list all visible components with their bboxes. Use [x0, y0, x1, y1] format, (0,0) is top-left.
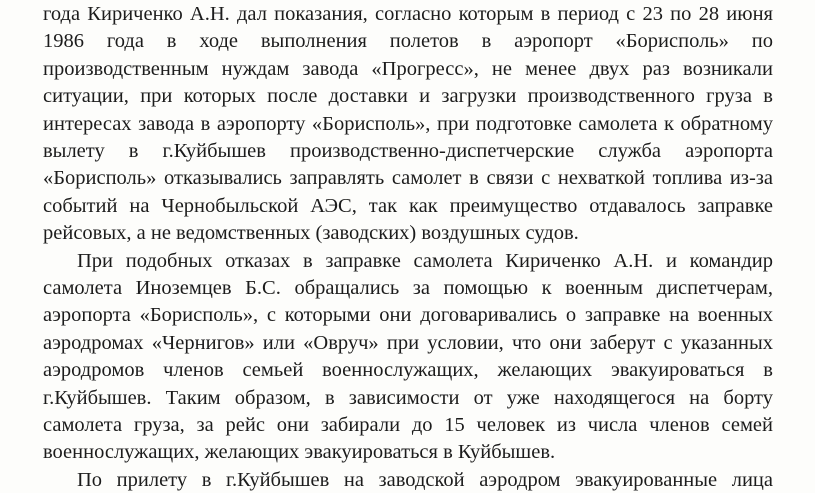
text-line: «Борисполь» отказывались заправлять самолет в связи с нехваткой топлива из-за: [43, 167, 773, 190]
text-line: аэродромах «Чернигов» или «Овруч» при условии, что они заберут с указанных: [43, 331, 773, 354]
text-line: интересах завода в аэропорту «Борисполь», при подготовке самолета к обратному: [43, 112, 773, 135]
text-line: вылету в г.Куйбышев производственно-диспетчерские служба аэропорта: [43, 140, 773, 162]
text-line: ситуации, при которых после доставки и загрузки производственного груза в: [43, 85, 773, 108]
text-line: года Кириченко А.Н. дал показания, согласно которым в период с 23 по 28 июня: [43, 3, 773, 25]
text-line: аэродромов членов семьей военнослужащих, желающих эвакуироваться в: [43, 359, 773, 382]
text-line: самолета Иноземцев Б.С. обращались за помощью к военным диспетчерам,: [43, 277, 773, 299]
text-line: рейсовых, а не ведомственных (заводских) воздушных судов.: [43, 222, 579, 245]
text-line: военнослужащих, желающих эвакуироваться в Куйбышев.: [43, 441, 556, 464]
text-line: г.Куйбышев. Таким образом, в зависимости от уже находящегося на борту: [43, 386, 773, 409]
text-line: аэропорта «Борисполь», с которыми они договаривались о заправке на военных: [43, 304, 773, 327]
text-line: самолета груза, за рейс они забирали до 15 человек из числа членов семей: [43, 414, 773, 436]
text-line: При подобных отказах в заправке самолета Кириченко А.Н. и командир: [77, 249, 773, 272]
text-line: По прилету в г.Куйбышев на заводской аэродром эвакуированные лица: [77, 468, 773, 491]
text-line: событий на Чернобыльской АЭС, так как преимущество отдавалось заправке: [43, 194, 773, 217]
text-line: производственным нуждам завода «Прогресс», не менее двух раз возникали: [43, 57, 773, 80]
text-line: 1986 года в ходе выполнения полетов в аэропорт «Борисполь» по: [43, 30, 773, 53]
